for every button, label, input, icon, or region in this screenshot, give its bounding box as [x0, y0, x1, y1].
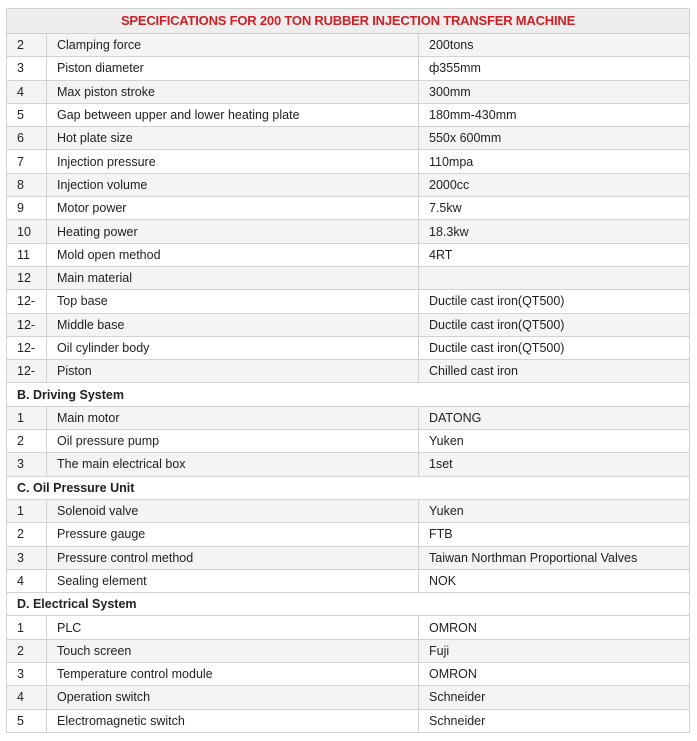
section-header: D. Electrical System: [7, 593, 690, 616]
table-row: [7, 546, 690, 569]
spec-value-cell: Chilled cast iron: [419, 360, 690, 383]
table-row: [7, 569, 690, 592]
table-row: [7, 220, 690, 243]
table-row: [7, 616, 690, 639]
row-number-cell: 12-: [7, 360, 47, 383]
table-row: [7, 80, 690, 103]
row-number-cell: 10: [7, 220, 47, 243]
table-row: [7, 406, 690, 429]
section-header-row: [7, 383, 690, 406]
row-number-cell: 12-: [7, 313, 47, 336]
spec-name-cell: Hot plate size: [47, 127, 419, 150]
row-number-cell: 1: [7, 499, 47, 522]
spec-value-cell: [419, 266, 690, 289]
spec-value-cell: 200tons: [419, 34, 690, 57]
row-number-cell: 6: [7, 127, 47, 150]
spec-value-cell: Taiwan Northman Proportional Valves: [419, 546, 690, 569]
spec-value-cell: 110mpa: [419, 150, 690, 173]
spec-value-cell: 180mm-430mm: [419, 103, 690, 126]
row-number-cell: 9: [7, 197, 47, 220]
table-row: [7, 34, 690, 57]
spec-name-cell: Pressure gauge: [47, 523, 419, 546]
row-number-cell: 2: [7, 639, 47, 662]
table-row: [7, 103, 690, 126]
table-row: [7, 430, 690, 453]
spec-name-cell: Main material: [47, 266, 419, 289]
row-number-cell: 8: [7, 173, 47, 196]
table-row: [7, 197, 690, 220]
spec-value-cell: DATONG: [419, 406, 690, 429]
spec-value-cell: Ductile cast iron(QT500): [419, 290, 690, 313]
spec-name-cell: Solenoid valve: [47, 499, 419, 522]
spec-value-cell: 550x 600mm: [419, 127, 690, 150]
spec-name-cell: Pressure control method: [47, 546, 419, 569]
spec-name-cell: Sealing element: [47, 569, 419, 592]
spec-table-container: [6, 8, 689, 733]
spec-name-cell: Gap between upper and lower heating plate: [47, 103, 419, 126]
spec-table: [6, 8, 690, 733]
spec-name-cell: Motor power: [47, 197, 419, 220]
row-number-cell: 2: [7, 430, 47, 453]
row-number-cell: 1: [7, 616, 47, 639]
spec-value-cell: Yuken: [419, 499, 690, 522]
spec-value-cell: 7.5kw: [419, 197, 690, 220]
table-row: [7, 127, 690, 150]
spec-value-cell: OMRON: [419, 616, 690, 639]
row-number-cell: 12-: [7, 336, 47, 359]
row-number-cell: 1: [7, 406, 47, 429]
table-title-cell: [7, 9, 690, 34]
row-number-cell: 12-: [7, 290, 47, 313]
spec-name-cell: Injection volume: [47, 173, 419, 196]
spec-value-cell: Schneider: [419, 686, 690, 709]
row-number-cell: 3: [7, 453, 47, 476]
spec-name-cell: Oil pressure pump: [47, 430, 419, 453]
spec-name-cell: Touch screen: [47, 639, 419, 662]
row-number-cell: 5: [7, 709, 47, 732]
table-row: [7, 453, 690, 476]
table-row: [7, 336, 690, 359]
row-number-cell: 7: [7, 150, 47, 173]
row-number-cell: 5: [7, 103, 47, 126]
spec-name-cell: Clamping force: [47, 34, 419, 57]
spec-name-cell: Oil cylinder body: [47, 336, 419, 359]
table-row: [7, 173, 690, 196]
row-number-cell: 3: [7, 546, 47, 569]
spec-value-cell: Schneider: [419, 709, 690, 732]
table-title: SPECIFICATIONS FOR 200 TON RUBBER INJECTION TRANSFER MACHINE: [120, 13, 576, 28]
spec-name-cell: Operation switch: [47, 686, 419, 709]
spec-value-cell: 300mm: [419, 80, 690, 103]
table-row: [7, 360, 690, 383]
spec-name-cell: Piston diameter: [47, 57, 419, 80]
row-number-cell: 4: [7, 80, 47, 103]
spec-value-cell: Fuji: [419, 639, 690, 662]
table-row: [7, 686, 690, 709]
table-row: [7, 499, 690, 522]
spec-value-cell: 2000cc: [419, 173, 690, 196]
spec-name-cell: The main electrical box: [47, 453, 419, 476]
spec-name-cell: Injection pressure: [47, 150, 419, 173]
spec-name-cell: Electromagnetic switch: [47, 709, 419, 732]
row-number-cell: 3: [7, 663, 47, 686]
spec-value-cell: Ductile cast iron(QT500): [419, 336, 690, 359]
spec-name-cell: PLC: [47, 616, 419, 639]
table-row: [7, 639, 690, 662]
spec-name-cell: Heating power: [47, 220, 419, 243]
spec-value-cell: Ductile cast iron(QT500): [419, 313, 690, 336]
spec-name-cell: Top base: [47, 290, 419, 313]
spec-name-cell: Temperature control module: [47, 663, 419, 686]
section-header-row: [7, 593, 690, 616]
spec-name-cell: Max piston stroke: [47, 80, 419, 103]
spec-value-cell: 4RT: [419, 243, 690, 266]
table-row: [7, 663, 690, 686]
section-header: C. Oil Pressure Unit: [7, 476, 690, 499]
section-header: B. Driving System: [7, 383, 690, 406]
spec-value-cell: ф355mm: [419, 57, 690, 80]
table-row: [7, 523, 690, 546]
row-number-cell: 2: [7, 34, 47, 57]
row-number-cell: 4: [7, 569, 47, 592]
spec-value-cell: Yuken: [419, 430, 690, 453]
row-number-cell: 4: [7, 686, 47, 709]
table-row: [7, 150, 690, 173]
title-row: [7, 9, 690, 34]
table-row: [7, 290, 690, 313]
row-number-cell: 11: [7, 243, 47, 266]
table-row: [7, 709, 690, 732]
table-row: [7, 243, 690, 266]
spec-name-cell: Piston: [47, 360, 419, 383]
section-header-row: [7, 476, 690, 499]
row-number-cell: 2: [7, 523, 47, 546]
row-number-cell: 12: [7, 266, 47, 289]
spec-name-cell: Main motor: [47, 406, 419, 429]
table-row: [7, 313, 690, 336]
spec-value-cell: OMRON: [419, 663, 690, 686]
spec-value-cell: 1set: [419, 453, 690, 476]
table-row: [7, 266, 690, 289]
table-row: [7, 57, 690, 80]
spec-value-cell: NOK: [419, 569, 690, 592]
spec-value-cell: 18.3kw: [419, 220, 690, 243]
row-number-cell: 3: [7, 57, 47, 80]
spec-value-cell: FTB: [419, 523, 690, 546]
spec-name-cell: Middle base: [47, 313, 419, 336]
spec-name-cell: Mold open method: [47, 243, 419, 266]
